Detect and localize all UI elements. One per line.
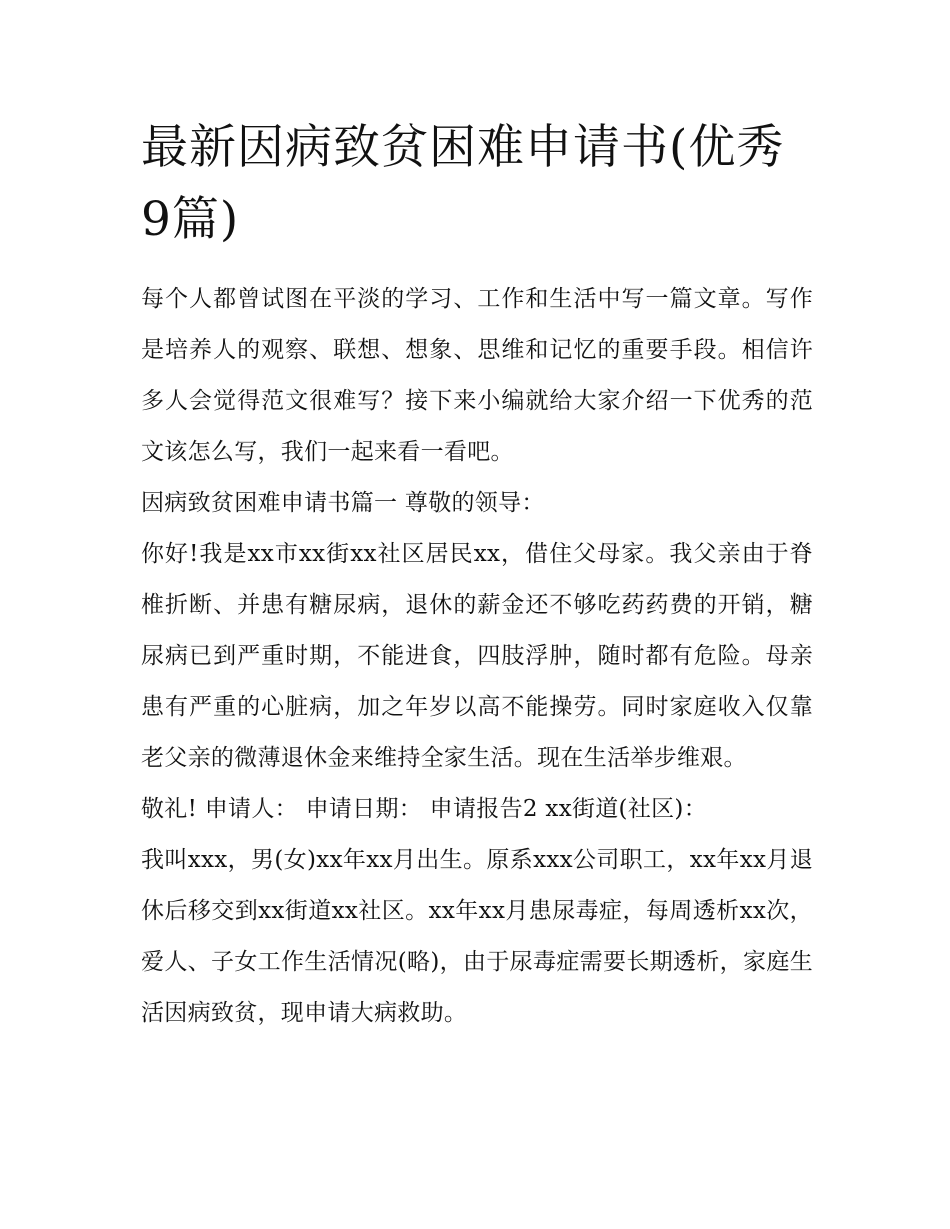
body-paragraph-2: 我叫xxx，男(女)xx年xx月出生。原系xxx公司职工，xx年xx月退休后移交到xx街道xx社区。xx年xx月患尿毒症，每周透析xx次，爱人、子女工作生活情况(略)，由于尿毒症需要长期透析，家庭生活因病致贫，现申请大病救助。: [141, 847, 813, 1026]
document-title: 最新因病致贫困难申请书(优秀9篇): [141, 120, 785, 247]
section-heading-paragraph: 因病致贫困难申请书篇一 尊敬的领导：: [141, 490, 545, 516]
document-body: [141, 112, 813, 1039]
signature-paragraph: 敬礼! 申请人： 申请日期： 申请报告2 xx街道(社区)：: [141, 796, 708, 822]
body-paragraph: 你好!我是xx市xx街xx社区居民xx，借住父母家。我父亲由于脊椎折断、并患有糖尿病，退休的薪金还不够吃药药费的开销，糖尿病已到严重时期，不能进食，四肢浮肿，随时都有危险。母亲患有严重的心脏病，加之年岁以高不能操劳。同时家庭收入仅靠老父亲的微薄退休金来维持全家生活。现在生活举步维艰。: [141, 541, 813, 771]
intro-paragraph: 每个人都曾试图在平淡的学习、工作和生活中写一篇文章。写作是培养人的观察、联想、想象、思维和记忆的重要手段。相信许多人会觉得范文很难写？接下来小编就给大家介绍一下优秀的范文该怎么写，我们一起来看一看吧。: [141, 286, 813, 465]
